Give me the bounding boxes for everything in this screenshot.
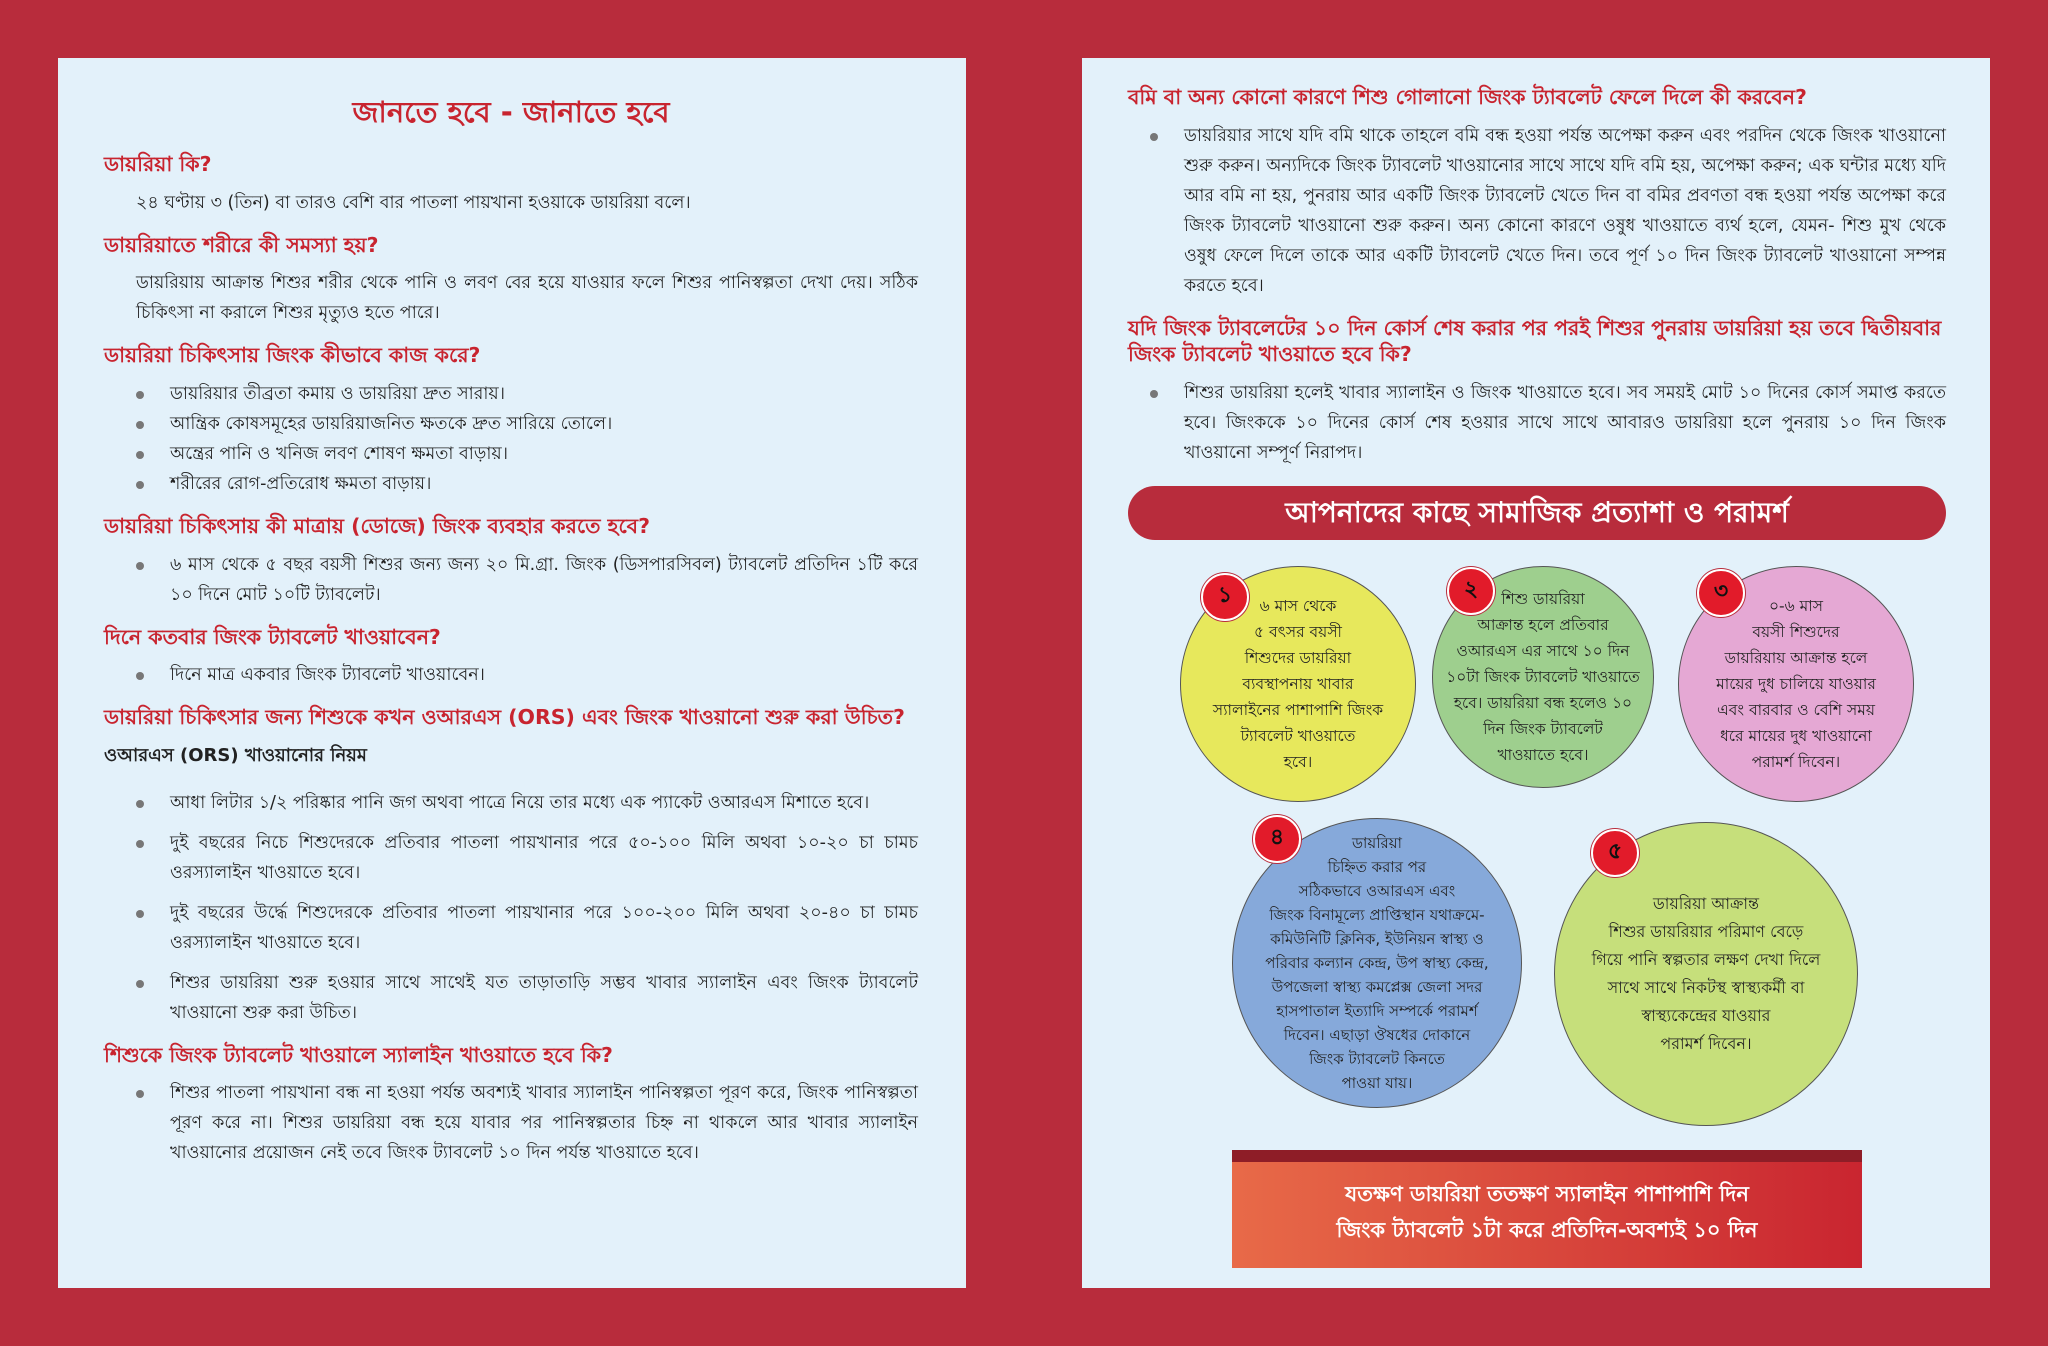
list-item: আধা লিটার ১/২ পরিষ্কার পানি জগ অথবা পাত্রে নিয়ে তার মধ্যে এক প্যাকেট ওআরএস মিশাতে হবে। — [104, 788, 918, 818]
section-heading: যদি জিংক ট্যাবলেটের ১০ দিন কোর্স শেষ করার পর পরই শিশুর পুনরায় ডায়রিয়া হয় তবে দ্বিতীয়বার জিংক ট্যাবলেট খাওয়াতে হবে কি? — [1128, 315, 1942, 367]
bullet-list — [104, 788, 918, 1028]
banner-line: যতক্ষণ ডায়রিয়া ততক্ষণ স্যালাইন পাশাপাশি দিন — [1345, 1182, 1749, 1206]
circle-line: সঠিকভাবে ওআরএস এবং — [1298, 882, 1456, 900]
key-message-banner — [1232, 1156, 1862, 1268]
circle-line: জিংক ট্যাবলেট কিনতে — [1309, 1050, 1445, 1068]
circle-number-badge: ৪ — [1253, 815, 1301, 863]
bullet-list — [1128, 121, 1946, 301]
section-text: ডায়রিয়ায় আক্রান্ত শিশুর শরীর থেকে পানি ও লবণ বের হয়ে যাওয়ার ফলে শিশুর পানিস্বল্পতা দেখা দেয়। সঠিক চিকিৎসা না করালে শিশুর মৃত্যুও হতে পারে। — [136, 273, 918, 324]
circle-line: হাসপাতাল ইত্যাদি সম্পর্কে পরামর্শ — [1276, 1002, 1478, 1020]
circle-line: খাওয়াতে হবে। — [1497, 746, 1589, 764]
circle-line: শিশুর ডায়রিয়ার পরিমাণ বেড়ে — [1608, 922, 1804, 941]
bullet-list — [104, 379, 918, 499]
section-heading: ডায়রিয়াতে শরীরে কী সমস্যা হয়? — [104, 232, 379, 257]
circle-line: ধরে মায়ের দুধ খাওয়ানো — [1720, 727, 1872, 745]
section-heading: শিশুকে জিংক ট্যাবলেট খাওয়ালে স্যালাইন খাওয়াতে হবে কি? — [104, 1042, 613, 1067]
circle-line: ৬ মাস থেকে — [1259, 597, 1337, 615]
circle-number-badge: ২ — [1447, 567, 1495, 615]
circle-line: পাওয়া যায়। — [1341, 1074, 1413, 1092]
list-item: ৬ মাস থেকে ৫ বছর বয়সী শিশুর জন্য জন্য ২০ মি.গ্রা. জিংক (ডিসপারসিবল) ট্যাবলেট প্রতিদিন ১টি করে ১০ দিনে মোট ১০টি ট্যাবলেট। — [104, 550, 918, 610]
section-heading: ডায়রিয়া চিকিৎসার জন্য শিশুকে কখন ওআরএস (ORS) এবং জিংক খাওয়ানো শুরু করা উচিত? — [104, 705, 905, 730]
circle-number-badge: ৫ — [1591, 829, 1639, 877]
bullet-list — [104, 660, 918, 690]
section-heading: ডায়রিয়া চিকিৎসায় জিংক কীভাবে কাজ করে? — [104, 343, 481, 368]
circle-text — [1265, 831, 1488, 1095]
list-item: দুই বছরের নিচে শিশুদেরকে প্রতিবার পাতলা পায়খানার পরে ৫০-১০০ মিলি অথবা ১০-২০ চা চামচ ওরস্যালাইন খাওয়াতে হবে। — [104, 828, 918, 888]
advice-circle-5 — [1554, 822, 1858, 1126]
advice-circle-1 — [1180, 566, 1416, 802]
circle-number-badge: ১ — [1201, 573, 1249, 621]
circle-line: আক্রান্ত হলে প্রতিবার — [1477, 616, 1609, 634]
circle-line: পরামর্শ দিবেন। — [1660, 1034, 1752, 1053]
circle-line: দিবেন। এছাড়া ঔষধের দোকানে — [1283, 1026, 1471, 1044]
section-heading: ডায়রিয়া চিকিৎসায় কী মাত্রায় (ডোজে) জিংক ব্যবহার করতে হবে? — [104, 513, 650, 538]
circle-text — [1716, 593, 1876, 775]
circle-text — [1592, 890, 1821, 1058]
bullet-list — [104, 1078, 918, 1168]
list-item: শিশুর ডায়রিয়া হলেই খাবার স্যালাইন ও জিংক খাওয়াতে হবে। সব সময়ই মোট ১০ দিনের কোর্স সমাপ্ত করতে হবে। জিংককে ১০ দিনের কোর্স শেষ হওয়ার সাথে সাথে আবারও ডায়রিয়া হলে পুনরায় ১০ দিন জিংক খাওয়ানো সম্পূর্ণ নিরাপদ। — [1128, 378, 1946, 468]
circle-line: ট্যাবলেট খাওয়াতে — [1240, 727, 1356, 745]
list-item: শিশুর পাতলা পায়খানা বন্ধ না হওয়া পর্যন্ত অবশ্যই খাবার স্যালাইন পানিস্বল্পতা পূরণ করে, জিংক পানিস্বল্পতা পূরণ করে না। শিশুর ডায়রিয়া বন্ধ হয়ে যাবার পর পানিস্বল্পতার চিহ্ন না থাকলে আর খাবার স্যালাইন খাওয়ানোর প্রয়োজন নেই তবে জিংক ট্যাবলেট ১০ দিন পর্যন্ত খাওয়াতে হবে। — [104, 1078, 918, 1168]
circle-line: ডায়রিয়া — [1352, 834, 1402, 852]
circle-line: হবে। — [1283, 753, 1313, 771]
circle-line: সাথে সাথে নিকটস্থ স্বাস্থ্যকর্মী বা — [1607, 978, 1805, 997]
page-title: জানতে হবে - জানাতে হবে — [352, 95, 670, 129]
list-item: ডায়রিয়ার সাথে যদি বমি থাকে তাহলে বমি বন্ধ হওয়া পর্যন্ত অপেক্ষা করুন এবং পরদিন থেকে জিংক খাওয়ানো শুরু করুন। অন্যদিকে জিংক ট্যাবলেট খাওয়ানোর সাথে সাথে যদি বমি হয়, অপেক্ষা করুন; এক ঘন্টার মধ্যে যদি আর বমি না হয়, পুনরায় আর একটি জিংক ট্যাবলেট খেতে দিন বা বমির প্রবণতা বন্ধ হওয়া পর্যন্ত অপেক্ষা করে জিংক ট্যাবলেট খাওয়ানো শুরু করুন। অন্য কোনো কারণে ওষুধ খাওয়াতে ব্যর্থ হলে, যেমন- শিশু মুখ থেকে ওষুধ ফেলে দিলে তাকে আর একটি ট্যাবলেট খেতে দিন। তবে পূর্ণ ১০ দিন জিংক ট্যাবলেট খাওয়ানো সম্পন্ন করতে হবে। — [1128, 121, 1946, 301]
circle-line: স্বাস্থ্যকেন্দ্রের যাওয়ার — [1641, 1006, 1771, 1025]
list-item: শরীরের রোগ-প্রতিরোধ ক্ষমতা বাড়ায়। — [104, 469, 918, 499]
circle-line: গিয়ে পানি স্বল্পতার লক্ষণ দেখা দিলে — [1591, 950, 1821, 969]
circle-line: এবং বারবার ও বেশি সময় — [1716, 701, 1875, 719]
list-item: শিশুর ডায়রিয়া শুরু হওয়ার সাথে সাথেই যত তাড়াতাড়ি সম্ভব খাবার স্যালাইন এবং জিংক ট্যাবলেট খাওয়ানো শুরু করা উচিত। — [104, 968, 918, 1028]
circle-line: শিশু ডায়রিয়া — [1501, 590, 1585, 608]
circle-line: ডায়রিয়া আক্রান্ত — [1652, 894, 1760, 913]
circle-line: পরামর্শ দিবেন। — [1751, 753, 1841, 771]
circle-line: মায়ের দুধ চালিয়ে যাওয়ার — [1716, 675, 1876, 693]
circle-line: পরিবার কল্যান কেন্দ্র, উপ স্বাস্থ্য কেন্দ্র, — [1265, 954, 1489, 972]
circle-line: হবে। ডায়রিয়া বন্ধ হলেও ১০ — [1453, 694, 1633, 712]
circle-line: ওআরএস এর সাথে ১০ দিন — [1456, 642, 1630, 660]
circle-line: জিংক বিনামূল্যে প্রাপ্তিস্থান যথাক্রমে- — [1269, 906, 1485, 924]
circle-line: কমিউনিটি ক্লিনিক, ইউনিয়ন স্বাস্থ্য ও — [1270, 930, 1484, 948]
circle-line: স্যালাইনের পাশাপাশি জিংক — [1212, 701, 1384, 719]
advice-circle-4 — [1232, 818, 1522, 1108]
list-item: দুই বছরের উর্দ্ধে শিশুদেরকে প্রতিবার পাতলা পায়খানার পরে ১০০-২০০ মিলি অথবা ২০-৪০ চা চামচ ওরস্যালাইন খাওয়াতে হবে। — [104, 898, 918, 958]
section-heading: বমি বা অন্য কোনো কারণে শিশু গোলানো জিংক ট্যাবলেট ফেলে দিলে কী করবেন? — [1128, 85, 1807, 109]
bullet-list — [1128, 378, 1946, 468]
circle-text — [1213, 593, 1383, 775]
circle-line: চিহ্নিত করার পর — [1327, 858, 1427, 876]
section-text: ২৪ ঘণ্টায় ৩ (তিন) বা তারও বেশি বার পাতলা পায়খানা হওয়াকে ডায়রিয়া বলে। — [136, 192, 691, 213]
circle-line: শিশুদের ডায়রিয়া — [1244, 649, 1352, 667]
circle-line: উপজেলা স্বাস্থ্য কমপ্লেক্স জেলা সদর — [1271, 978, 1483, 996]
circle-line: ০-৬ মাস — [1768, 597, 1823, 615]
advice-banner: আপনাদের কাছে সামাজিক প্রত্যাশা ও পরামর্শ — [1128, 486, 1946, 540]
list-item: ডায়রিয়ার তীব্রতা কমায় ও ডায়রিয়া দ্রুত সারায়। — [104, 379, 918, 409]
circle-line: ডায়রিয়ায় আক্রান্ত হলে — [1724, 649, 1868, 667]
banner-line: জিংক ট্যাবলেট ১টা করে প্রতিদিন-অবশ্যই ১০ দিন — [1336, 1218, 1758, 1242]
section-heading: ডায়রিয়া কি? — [104, 152, 212, 176]
advice-circle-2 — [1432, 566, 1654, 788]
left-panel — [58, 58, 966, 1288]
circle-line: দিন জিংক ট্যাবলেট — [1483, 720, 1603, 738]
list-item: অন্ত্রের পানি ও খনিজ লবণ শোষণ ক্ষমতা বাড়ায়। — [104, 439, 918, 469]
bullet-list — [104, 550, 918, 610]
sub-heading: ওআরএস (ORS) খাওয়ানোর নিয়ম — [104, 744, 367, 766]
advice-circle-3 — [1678, 566, 1914, 802]
circle-line: ৫ বৎসর বয়সী — [1253, 623, 1342, 641]
circle-line: ব্যবস্থাপনায় খাবার — [1242, 675, 1354, 693]
circle-line: বয়সী শিশুদের — [1752, 623, 1840, 641]
circle-line: ১০টা জিংক ট্যাবলেট খাওয়াতে — [1446, 668, 1640, 686]
section-heading: দিনে কতবার জিংক ট্যাবলেট খাওয়াবেন? — [104, 624, 441, 649]
list-item: দিনে মাত্র একবার জিংক ট্যাবলেট খাওয়াবেন। — [104, 660, 918, 690]
list-item: আন্ত্রিক কোষসমূহের ডায়রিয়াজনিত ক্ষতকে দ্রুত সারিয়ে তোলে। — [104, 409, 918, 439]
circle-number-badge: ৩ — [1697, 569, 1745, 617]
right-panel — [1082, 58, 1990, 1288]
